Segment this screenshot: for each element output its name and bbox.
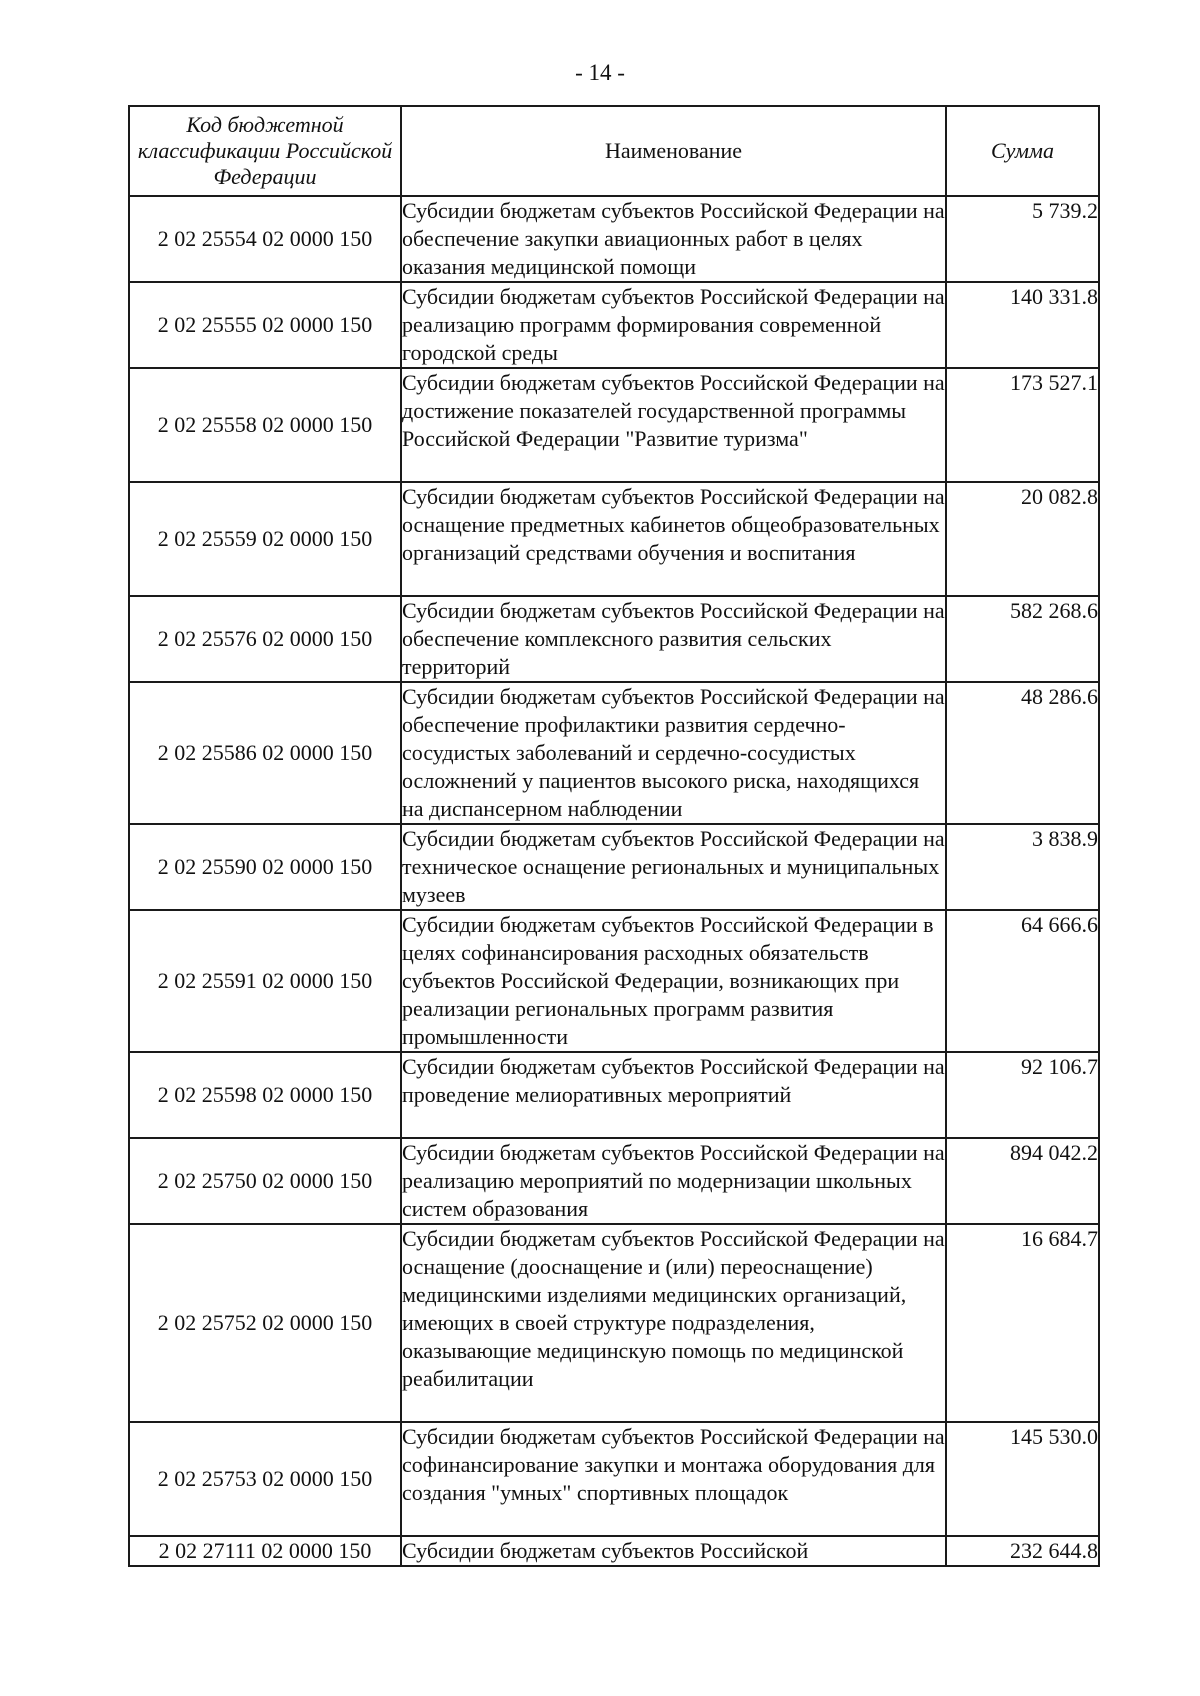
item-sum: 232 644.8: [946, 1536, 1099, 1566]
item-sum: 64 666.6: [946, 910, 1099, 1052]
table-row: [129, 1422, 1099, 1536]
budget-table: [128, 105, 1100, 1567]
item-name: Субсидии бюджетам субъектов Российской Федерации на обеспечение комплексного развития сельских территорий: [401, 596, 946, 682]
item-name: Субсидии бюджетам субъектов Российской Федерации на оснащение (дооснащение и (или) переоснащение) медицинскими изделиями медицинских организаций, имеющих в своей структуре подразделения, оказывающие медицинскую помощь по медицинской реабилитации: [401, 1224, 946, 1422]
budget-code: 2 02 25598 02 0000 150: [129, 1052, 401, 1138]
budget-code: 2 02 25586 02 0000 150: [129, 682, 401, 824]
budget-code: 2 02 25559 02 0000 150: [129, 482, 401, 596]
table-row: [129, 482, 1099, 596]
budget-code: 2 02 25591 02 0000 150: [129, 910, 401, 1052]
budget-code: 2 02 25576 02 0000 150: [129, 596, 401, 682]
header-name: Наименование: [401, 106, 946, 196]
item-sum: 894 042.2: [946, 1138, 1099, 1224]
table-row: [129, 824, 1099, 910]
budget-code: 2 02 25554 02 0000 150: [129, 196, 401, 282]
item-sum: 48 286.6: [946, 682, 1099, 824]
budget-code: 2 02 25753 02 0000 150: [129, 1422, 401, 1536]
item-name: Субсидии бюджетам субъектов Российской Федерации на софинансирование закупки и монтажа оборудования для создания "умных" спортивных площадок: [401, 1422, 946, 1536]
item-sum: 20 082.8: [946, 482, 1099, 596]
table-row: [129, 282, 1099, 368]
item-name: Субсидии бюджетам субъектов Российской Федерации на реализацию мероприятий по модернизации школьных систем образования: [401, 1138, 946, 1224]
item-name: Субсидии бюджетам субъектов Российской Федерации на достижение показателей государственной программы Российской Федерации "Развитие туризма": [401, 368, 946, 482]
table-row: [129, 1138, 1099, 1224]
table-header-row: [129, 106, 1099, 196]
table-row: [129, 368, 1099, 482]
page-number: - 14 -: [575, 60, 625, 85]
table-row: [129, 1052, 1099, 1138]
item-sum: 92 106.7: [946, 1052, 1099, 1138]
item-name: Субсидии бюджетам субъектов Российской Федерации на обеспечение закупки авиационных работ в целях оказания медицинской помощи: [401, 196, 946, 282]
header-code: Код бюджетной классификации Российской Федерации: [129, 106, 401, 196]
budget-code: 2 02 25558 02 0000 150: [129, 368, 401, 482]
budget-code: 2 02 25750 02 0000 150: [129, 1138, 401, 1224]
item-sum: 582 268.6: [946, 596, 1099, 682]
item-name: Субсидии бюджетам субъектов Российской Федерации на обеспечение профилактики развития сердечно-сосудистых заболеваний и сердечно-сосудистых осложнений у пациентов высокого риска, находящихся на диспансерном наблюдении: [401, 682, 946, 824]
item-sum: 140 331.8: [946, 282, 1099, 368]
item-sum: 3 838.9: [946, 824, 1099, 910]
table-row: [129, 196, 1099, 282]
item-name: Субсидии бюджетам субъектов Российской Федерации в целях софинансирования расходных обязательств субъектов Российской Федерации, возникающих при реализации региональных программ развития промышленности: [401, 910, 946, 1052]
item-name: Субсидии бюджетам субъектов Российской Федерации на техническое оснащение региональных и муниципальных музеев: [401, 824, 946, 910]
item-sum: 145 530.0: [946, 1422, 1099, 1536]
item-name: Субсидии бюджетам субъектов Российской Федерации на проведение мелиоративных мероприятий: [401, 1052, 946, 1138]
item-name: Субсидии бюджетам субъектов Российской Федерации на реализацию программ формирования современной городской среды: [401, 282, 946, 368]
item-sum: 16 684.7: [946, 1224, 1099, 1422]
table-row: [129, 910, 1099, 1052]
header-sum: Сумма: [946, 106, 1099, 196]
item-sum: 173 527.1: [946, 368, 1099, 482]
item-name: Субсидии бюджетам субъектов Российской: [401, 1536, 946, 1566]
table-row: [129, 682, 1099, 824]
table-row: [129, 1536, 1099, 1566]
item-name: Субсидии бюджетам субъектов Российской Федерации на оснащение предметных кабинетов общеобразовательных организаций средствами обучения и воспитания: [401, 482, 946, 596]
budget-code: 2 02 25752 02 0000 150: [129, 1224, 401, 1422]
table-row: [129, 596, 1099, 682]
budget-code: 2 02 27111 02 0000 150: [129, 1536, 401, 1566]
table-row: [129, 1224, 1099, 1422]
budget-code: 2 02 25590 02 0000 150: [129, 824, 401, 910]
budget-code: 2 02 25555 02 0000 150: [129, 282, 401, 368]
item-sum: 5 739.2: [946, 196, 1099, 282]
